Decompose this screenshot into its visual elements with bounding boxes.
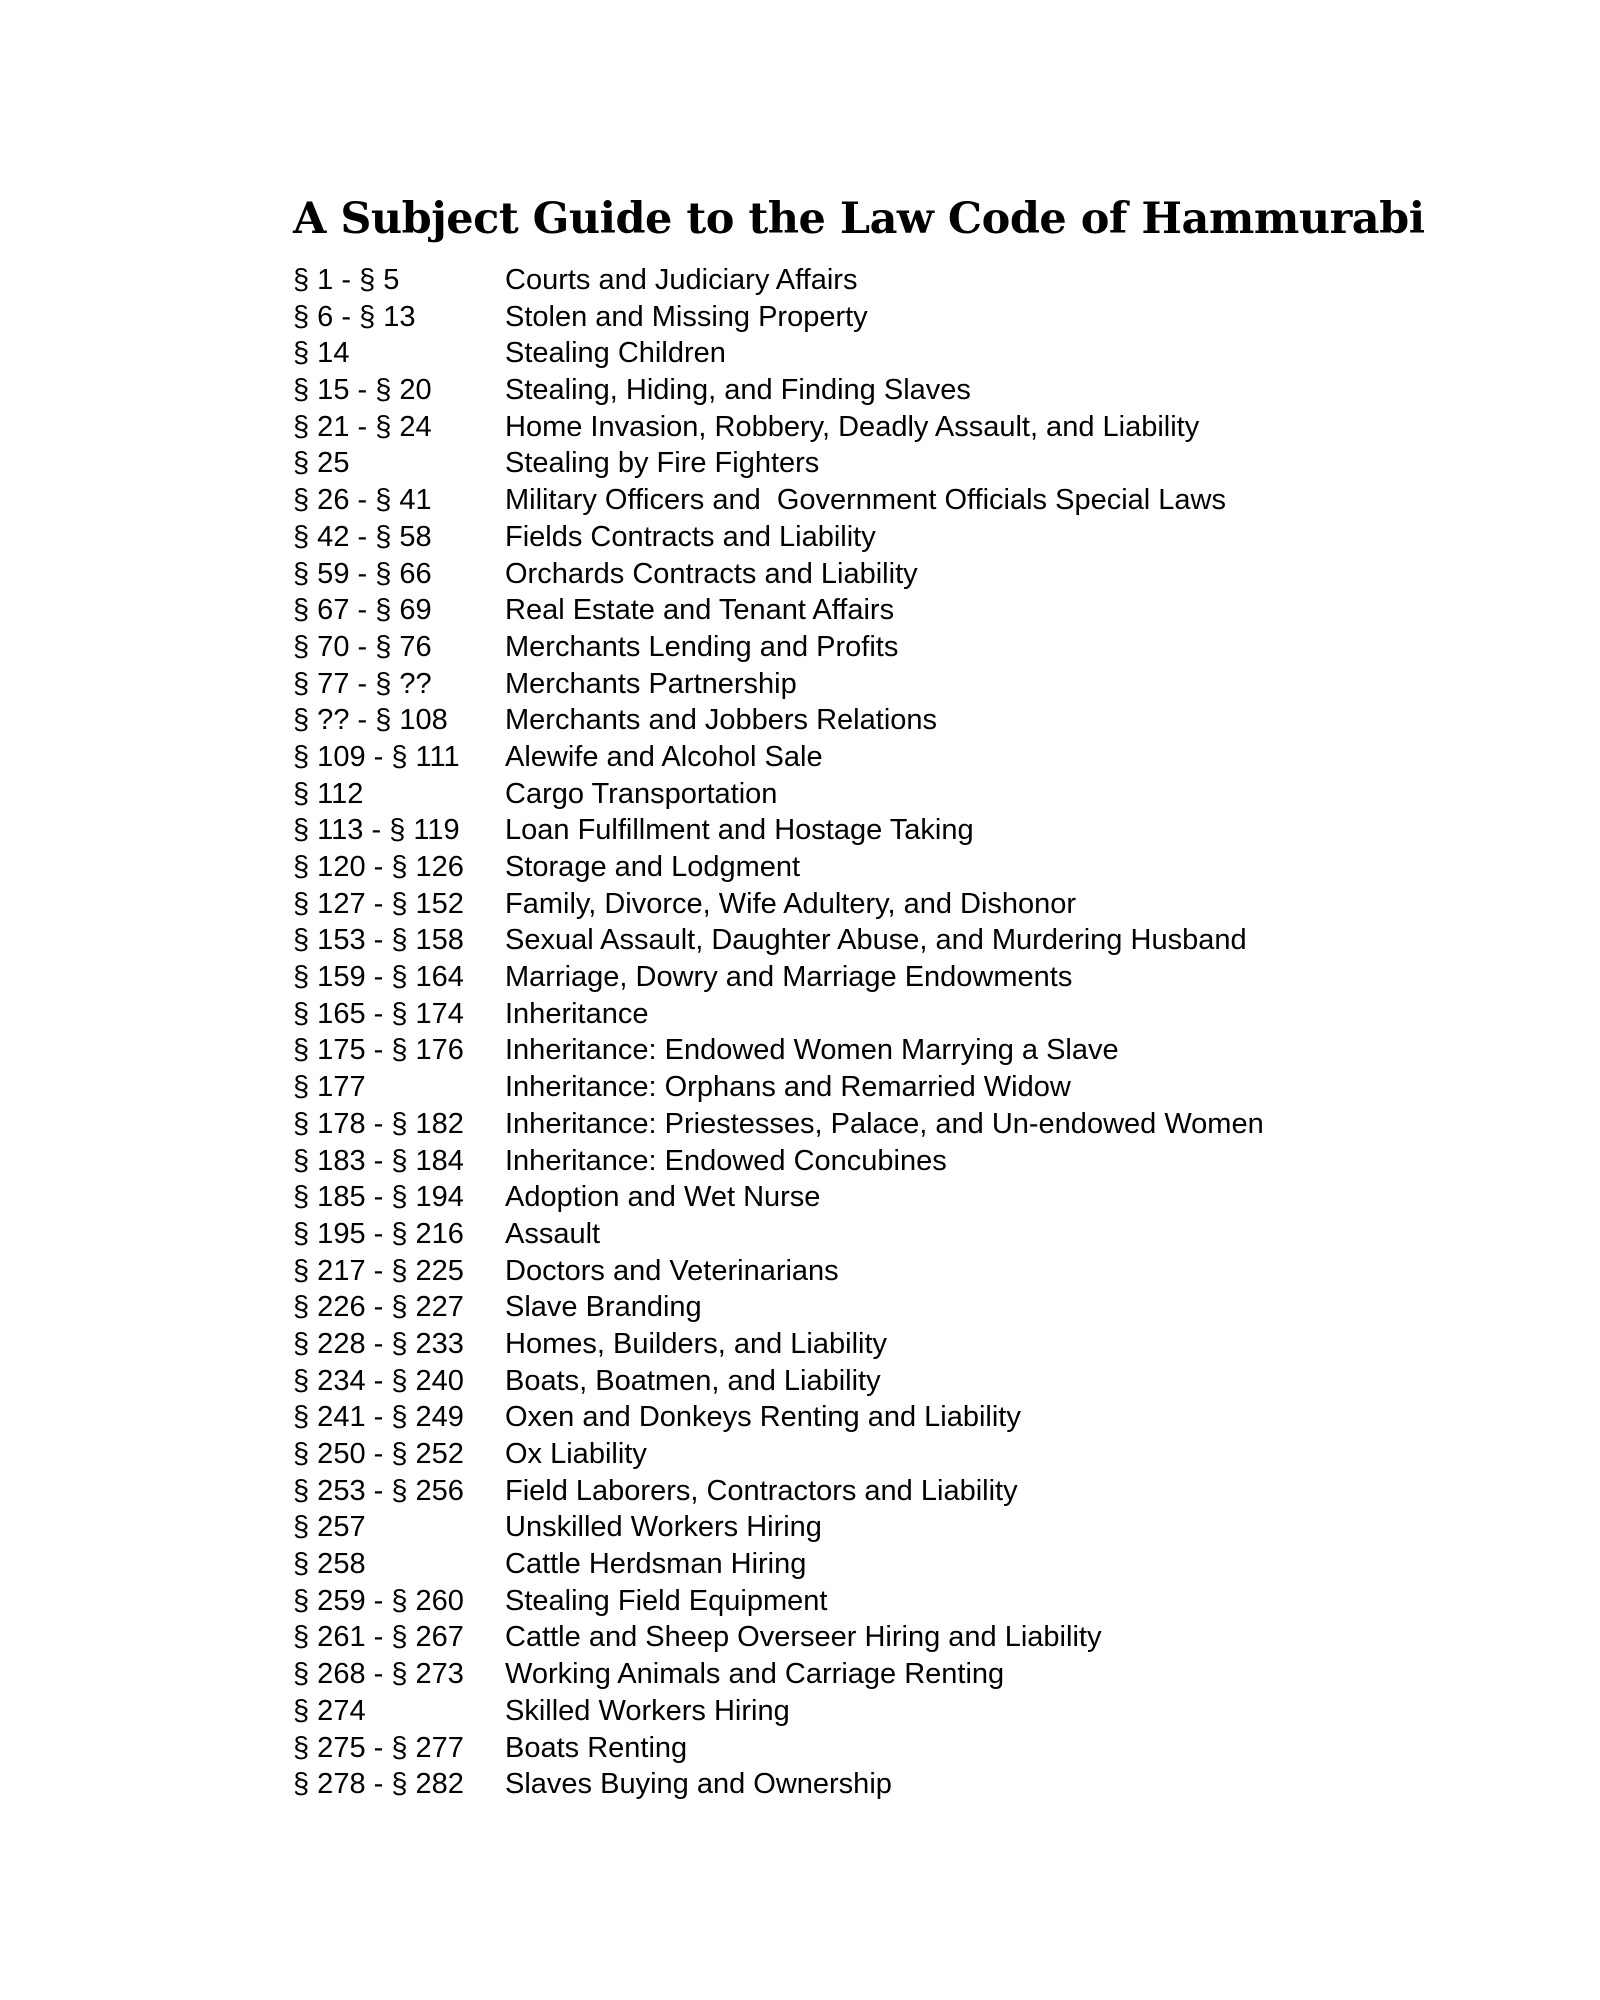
subject-label: Inheritance: Endowed Concubines <box>505 1144 947 1177</box>
section-range: § 153 - § 158 <box>293 924 464 957</box>
list-item <box>293 556 1533 593</box>
section-range: § 77 - § ?? <box>293 667 432 700</box>
section-range: § 165 - § 174 <box>293 997 464 1030</box>
section-range: § 253 - § 256 <box>293 1474 464 1507</box>
list-item <box>293 739 1533 776</box>
list-item <box>293 445 1533 482</box>
section-range: § 177 <box>293 1071 366 1104</box>
section-range: § 278 - § 282 <box>293 1768 464 1801</box>
subject-label: Merchants and Jobbers Relations <box>505 704 938 737</box>
subject-label: Boats Renting <box>505 1731 688 1764</box>
subject-label: Marriage, Dowry and Marriage Endowments <box>505 961 1073 994</box>
subject-label: Merchants Lending and Profits <box>505 630 899 663</box>
list-item <box>293 1693 1533 1730</box>
subject-label: Doctors and Veterinarians <box>505 1254 839 1287</box>
subject-label: Cattle Herdsman Hiring <box>505 1548 807 1581</box>
section-range: § 257 <box>293 1511 366 1544</box>
subject-label: Fields Contracts and Liability <box>505 520 876 553</box>
list-item <box>293 1730 1533 1767</box>
section-range: § 159 - § 164 <box>293 961 464 994</box>
list-item <box>293 1326 1533 1363</box>
subject-label: Assault <box>505 1217 601 1250</box>
section-range: § 261 - § 267 <box>293 1621 464 1654</box>
list-item <box>293 372 1533 409</box>
section-range: § ?? - § 108 <box>293 704 448 737</box>
section-range: § 26 - § 41 <box>293 484 432 517</box>
subject-label: Unskilled Workers Hiring <box>505 1511 822 1544</box>
section-range: § 21 - § 24 <box>293 410 432 443</box>
list-item <box>293 922 1533 959</box>
section-range: § 175 - § 176 <box>293 1034 464 1067</box>
subject-label: Stealing Children <box>505 337 726 370</box>
list-item <box>293 702 1533 739</box>
subject-label: Adoption and Wet Nurse <box>505 1181 821 1214</box>
list-item <box>293 299 1533 336</box>
section-range: § 183 - § 184 <box>293 1144 464 1177</box>
list-item <box>293 1509 1533 1546</box>
section-range: § 113 - § 119 <box>293 814 460 847</box>
subject-list <box>293 262 1533 1803</box>
list-item <box>293 1583 1533 1620</box>
subject-label: Boats, Boatmen, and Liability <box>505 1364 881 1397</box>
subject-label: Field Laborers, Contractors and Liability <box>505 1474 1018 1507</box>
section-range: § 1 - § 5 <box>293 264 400 296</box>
list-item <box>293 1766 1533 1803</box>
section-range: § 14 <box>293 337 350 370</box>
list-item <box>293 482 1533 519</box>
list-item <box>293 1216 1533 1253</box>
list-item <box>293 1106 1533 1143</box>
section-range: § 67 - § 69 <box>293 594 432 627</box>
subject-label: Real Estate and Tenant Affairs <box>505 594 895 627</box>
section-range: § 59 - § 66 <box>293 557 432 590</box>
section-range: § 42 - § 58 <box>293 520 432 553</box>
section-range: § 195 - § 216 <box>293 1217 464 1250</box>
subject-label: Oxen and Donkeys Renting and Liability <box>505 1401 1021 1434</box>
subject-label: Courts and Judiciary Affairs <box>505 264 858 296</box>
list-item <box>293 409 1533 446</box>
subject-label: Stealing, Hiding, and Finding Slaves <box>505 374 971 407</box>
subject-label: Military Officers and Government Officials Special Laws <box>505 484 1226 517</box>
section-range: § 228 - § 233 <box>293 1327 464 1360</box>
subject-label: Stealing Field Equipment <box>505 1584 828 1617</box>
section-range: § 70 - § 76 <box>293 630 432 663</box>
subject-label: Inheritance: Endowed Women Marrying a Slave <box>505 1034 1119 1067</box>
list-item <box>293 812 1533 849</box>
section-range: § 274 <box>293 1694 366 1727</box>
section-range: § 268 - § 273 <box>293 1658 464 1691</box>
subject-label: Stolen and Missing Property <box>505 300 868 333</box>
subject-label: Working Animals and Carriage Renting <box>505 1658 1005 1691</box>
section-range: § 226 - § 227 <box>293 1291 464 1324</box>
list-item <box>293 1399 1533 1436</box>
list-item <box>293 886 1533 923</box>
list-item <box>293 519 1533 556</box>
list-item <box>293 1179 1533 1216</box>
subject-label: Homes, Builders, and Liability <box>505 1327 888 1360</box>
subject-label: Loan Fulfillment and Hostage Taking <box>505 814 974 847</box>
list-item <box>293 1032 1533 1069</box>
list-item <box>293 1436 1533 1473</box>
subject-label: Orchards Contracts and Liability <box>505 557 918 590</box>
section-range: § 234 - § 240 <box>293 1364 464 1397</box>
subject-label: Storage and Lodgment <box>505 851 801 883</box>
section-range: § 127 - § 152 <box>293 887 464 920</box>
section-range: § 185 - § 194 <box>293 1181 464 1214</box>
section-range: § 250 - § 252 <box>293 1438 464 1470</box>
list-item <box>293 1473 1533 1510</box>
subject-label: Slave Branding <box>505 1291 702 1324</box>
section-range: § 15 - § 20 <box>293 374 432 407</box>
list-item <box>293 996 1533 1033</box>
list-item <box>293 1363 1533 1400</box>
section-range: § 6 - § 13 <box>293 300 416 333</box>
section-range: § 241 - § 249 <box>293 1401 464 1434</box>
subject-label: Cattle and Sheep Overseer Hiring and Liability <box>505 1621 1102 1654</box>
subject-label: Sexual Assault, Daughter Abuse, and Murdering Husband <box>505 924 1247 957</box>
subject-label: Skilled Workers Hiring <box>505 1694 790 1727</box>
section-range: § 275 - § 277 <box>293 1731 464 1764</box>
subject-label: Stealing by Fire Fighters <box>505 447 820 480</box>
subject-label: Home Invasion, Robbery, Deadly Assault, and Liability <box>505 410 1200 443</box>
section-range: § 258 <box>293 1548 366 1581</box>
section-range: § 178 - § 182 <box>293 1107 464 1140</box>
list-item <box>293 1069 1533 1106</box>
list-item <box>293 1619 1533 1656</box>
subject-label: Family, Divorce, Wife Adultery, and Dishonor <box>505 887 1077 920</box>
list-item <box>293 592 1533 629</box>
section-range: § 217 - § 225 <box>293 1254 464 1287</box>
list-item <box>293 1656 1533 1693</box>
list-item <box>293 1289 1533 1326</box>
page-title: A Subject Guide to the Law Code of Hammurabi <box>293 194 1425 244</box>
subject-label: Inheritance: Priestesses, Palace, and Un-endowed Women <box>505 1107 1264 1140</box>
list-item <box>293 1546 1533 1583</box>
list-item <box>293 262 1533 299</box>
section-range: § 25 <box>293 447 350 480</box>
subject-label: Inheritance: Orphans and Remarried Widow <box>505 1071 1071 1104</box>
list-item <box>293 1143 1533 1180</box>
section-range: § 259 - § 260 <box>293 1584 464 1617</box>
subject-label: Slaves Buying and Ownership <box>505 1768 892 1801</box>
subject-label: Cargo Transportation <box>505 777 778 810</box>
list-item <box>293 1253 1533 1290</box>
list-item <box>293 629 1533 666</box>
list-item <box>293 849 1533 886</box>
subject-label: Ox Liability <box>505 1438 647 1470</box>
subject-label: Inheritance <box>505 997 649 1030</box>
section-range: § 109 - § 111 <box>293 740 460 773</box>
list-item <box>293 335 1533 372</box>
list-item <box>293 776 1533 813</box>
subject-label: Alewife and Alcohol Sale <box>505 740 823 773</box>
subject-label: Merchants Partnership <box>505 667 797 700</box>
list-item <box>293 959 1533 996</box>
section-range: § 120 - § 126 <box>293 851 464 883</box>
list-item <box>293 666 1533 703</box>
section-range: § 112 <box>293 777 364 810</box>
